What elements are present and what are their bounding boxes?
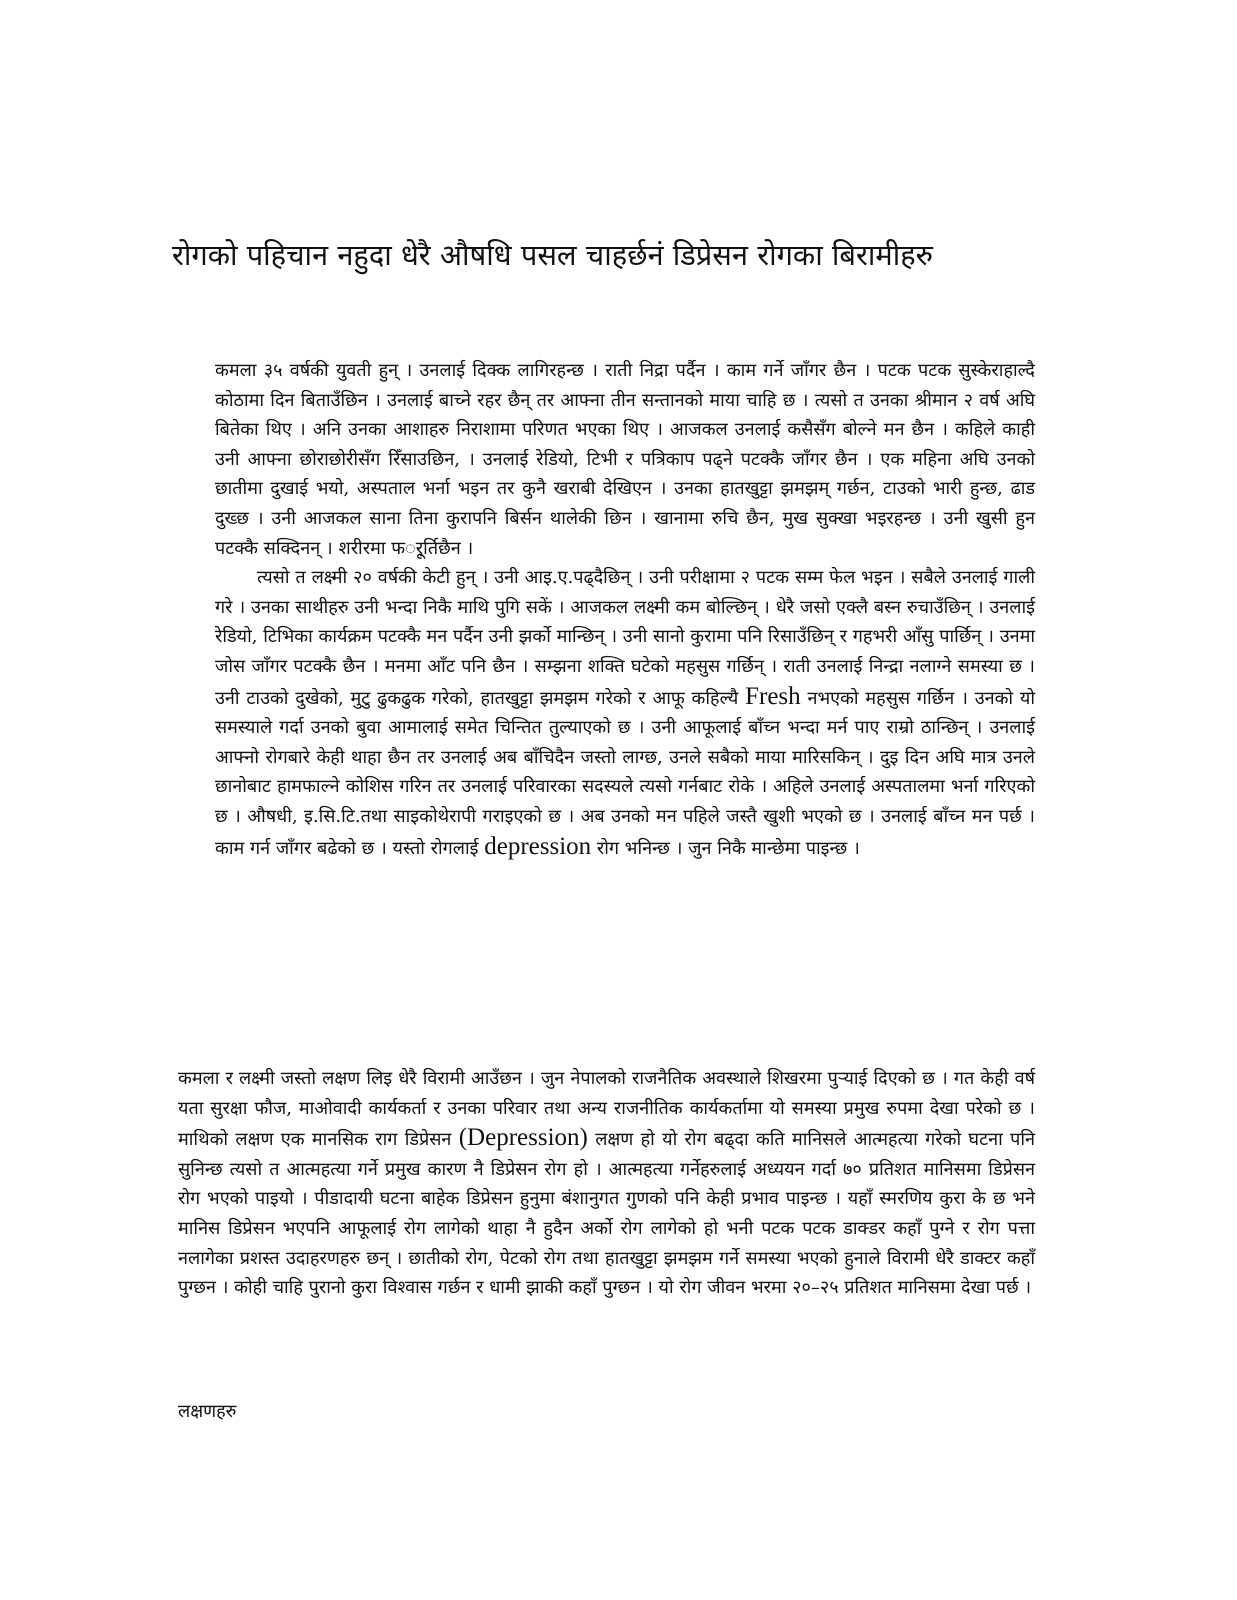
- paragraph-laxmi-part3: रोग भनिन्छ । जुन निकै मान्छेमा पाइन्छ ।: [596, 837, 860, 859]
- paragraph-laxmi-part1: त्यसो त लक्ष्मी २० वर्षकी केटी हुन् । उनी आइ.ए.पढ्दैछिन् । उनी परीक्षामा २ पटक सम्म फेल भइन । सबैले उनलाई गाली गरे । उनका साथीहरु उनी भन्दा निकै माथि पुगि सकें । आजकल लक्ष्मी कम बोल्छिन् । धेरै जसो एक्लै बस्न रुचाउँछिन् । उनलाई रेडियो, टिभिका कार्यक्रम पटक्कै मन पर्दैन उनी झर्को मान्छिन् । उनी सानो कुरामा पनि रिसाउँछिन् र गहभरी आँसु पार्छिन् । उनमा जोस जाँगर पटक्कै छैन । मनमा आँट पनि छैन । सम्झना शक्ति घटेको महसुस गर्छिन् । राती उनलाई निन्द्रा नलाग्ने समस्या छ । उनी टाउको दुखेको, मुटु ढुकढुक गरेको, हातखुट्टा झमझम गरेको र आफू कहिल्यै: [215, 567, 1035, 709]
- symptoms-heading: लक्षणहरु: [178, 1401, 237, 1422]
- article-title: रोगको पहिचान नहुदा धेरै औषधि पसल चाहर्छनं डिप्रेसन रोगका बिरामीहरु: [172, 238, 933, 272]
- explanation-part2: लक्षण हो यो रोग बढ्दा कति मानिसले आत्महत्या गरेको घटना पनि सुनिन्छ त्यसो त आत्महत्या गर्ने प्रमुख कारण नै डिप्रेसन रोग हो । आत्महत्या गर्नेहरुलाई अध्ययन गर्दा ७० प्रतिशत मानिसमा डिप्रेसन रोग भएको पाइयो । पीडादायी घटना बाहेक डिप्रेसन हुनुमा बंशानुगत गुणको पनि केही प्रभाव पाइन्छ । यहाँ स्मरणिय कुरा के छ भने मानिस डिप्रेसन भएपनि आफूलाई रोग लागेको थाहा नै हुदैन अर्को रोग लागेको हो भनी पटक पटक डाक्डर कहाँ पुग्ने र रोग पत्ता नलागेका प्रशस्त उदाहरणहरु छन् । छातीको रोग, पेटको रोग तथा हातखुट्टा झमझम गर्ने समस्या भएको हुनाले विरामी धेरै डाक्टर कहाँ पुग्छन । कोही चाहि पुरानो कुरा विश्वास गर्छन र धामी झाकी कहाँ पुग्छन । यो रोग जीवन भरमा २०–२५ प्रतिशत मानिसमा देखा पर्छ ।: [178, 1129, 1035, 1299]
- paragraph-explanation: [178, 1064, 1035, 1303]
- word-depression-parenthetical: (Depression): [458, 1124, 588, 1152]
- explanation-part1: कमला र लक्ष्मी जस्तो लक्षण लिइ धेरै विरामी आउँछन । जुन नेपालको राजनैतिक अवस्थाले शिखरमा पुर्‍याई दिएको छ । गत केही वर्ष यता सुरक्षा फौज, माओवादी कार्यकर्ता र उनका परिवार तथा अन्य राजनीतिक कार्यकर्तामा यो समस्या प्रमुख रुपमा देखा परेको छ । माथिको लक्षण एक मानसिक राग डिप्रेसन: [178, 1068, 1035, 1151]
- paragraph-kamala: कमला ३५ वर्षकी युवती हुन् । उनलाई दिक्क लागिरहन्छ । राती निद्रा पर्दैन । काम गर्ने जाँगर छैन । पटक पटक सुस्केराहाल्दै कोठामा दिन बिताउँछिन । उनलाई बाच्ने रहर छैन् तर आफ्ना तीन सन्तानको माया चाहि छ । त्यसो त उनका श्रीमान २ वर्ष अघि बितेका थिए । अनि उनका आशाहरु निराशामा परिणत भएका थिए । आजकल उनलाई कसैसँग बोल्ने मन छैन । कहिले काही उनी आफ्ना छोराछोरीसँग रिँसाउछिन, । उनलाई रेडियो, टिभी र पत्रिकाप पढ्ने पटक्कै जाँगर छैन । एक महिना अघि उनको छातीमा दुखाई भयो, अस्पताल भर्ना भइन तर कुनै खराबी देखिएन । उनका हातखुट्टा झमझम् गर्छन, टाउको भारी हुन्छ, ढाड दुख्छ । उनी आजकल साना तिना कुरापनि बिर्सन थालेकी छिन । खानामा रुचि छैन, मुख सुक्खा भइरहन्छ । उनी खुसी हुन पटक्कै सक्दिनन् । शरीरमा फर्ूर्तिछैन ।: [215, 360, 1035, 559]
- word-fresh: Fresh: [745, 682, 801, 710]
- word-depression: depression: [484, 832, 592, 860]
- paragraph-laxmi: [215, 563, 1035, 863]
- case-stories: [215, 356, 1035, 863]
- explanation-section: [178, 1064, 1035, 1303]
- paragraph-laxmi-part2: नभएको महसुस गर्छिन । उनको यो समस्याले गर्दा उनको बुवा आमालाई समेत चिन्तित तुल्याएको छ । उनी आफूलाई बाँच्न भन्दा मर्न पाए राम्रो ठान्छिन् । उनलाई आफ्नो रोगबारे केही थाहा छैन तर उनलाई अब बाँचिदैन जस्तो लाग्छ, उनले सबैको माया मारिसकिन् । दुइ दिन अघि मात्र उनले छानोबाट हामफाल्ने कोशिस गरिन तर उनलाई परिवारका सदस्यले त्यसो गर्नबाट रोके । अहिले उनलाई अस्पतालमा भर्ना गरिएको छ । औषधी, इ.सि.टि.तथा साइकोथेरापी गराइएको छ । अब उनको मन पहिले जस्तै खुशी भएको छ । उनलाई बाँच्न मन पर्छ । काम गर्न जाँगर बढेको छ । यस्तो रोगलाई: [215, 687, 1035, 859]
